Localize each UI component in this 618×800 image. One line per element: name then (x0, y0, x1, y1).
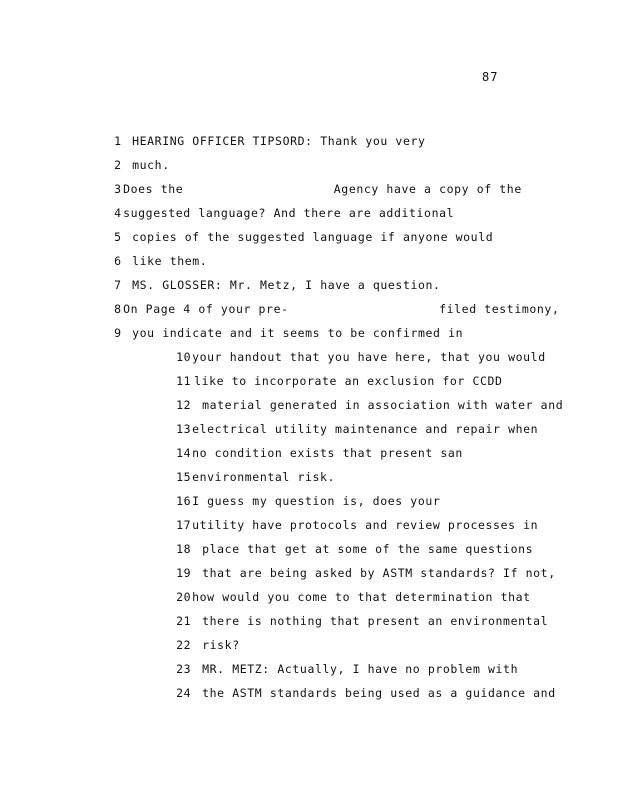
line-number: 4 (114, 206, 122, 220)
line-text: there is nothing that present an environmental (202, 614, 549, 628)
line-number: 7 (114, 278, 122, 292)
line-text: much. (132, 158, 170, 172)
line-number: 15 (176, 470, 192, 484)
line-number: 22 (176, 638, 192, 652)
line-text: Does the Agency have a copy of the (123, 182, 522, 196)
line-text: electrical utility maintenance and repair when (192, 422, 539, 436)
line-number: 6 (114, 254, 122, 268)
line-text: risk? (202, 638, 240, 652)
line-text: how would you come to that determination that (192, 590, 531, 604)
line-number: 23 (176, 662, 192, 676)
line-text: utility have protocols and review processes in (192, 518, 539, 532)
line-text: you indicate and it seems to be confirmed in (132, 326, 464, 340)
line-number: 18 (176, 542, 192, 556)
line-number: 11 (176, 374, 192, 388)
line-number: 19 (176, 566, 192, 580)
line-text: material generated in association with water and (202, 398, 564, 412)
line-number: 10 (176, 350, 192, 364)
line-number: 12 (176, 398, 192, 412)
line-number: 5 (114, 230, 122, 244)
line-number: 3 (114, 182, 122, 196)
line-text: copies of the suggested language if anyone would (132, 230, 494, 244)
line-number: 24 (176, 686, 192, 700)
line-number: 14 (176, 446, 192, 460)
line-text: place that get at some of the same questions (202, 542, 534, 556)
page-number: 87 (482, 70, 499, 84)
line-text: environmental risk. (192, 470, 336, 484)
line-number: 9 (114, 326, 122, 340)
transcript-line-24 (146, 672, 556, 714)
line-number: 13 (176, 422, 192, 436)
line-number: 20 (176, 590, 192, 604)
line-text: that are being asked by ASTM standards? If not, (202, 566, 556, 580)
line-number: 2 (114, 158, 122, 172)
line-text: MR. METZ: Actually, I have no problem with (202, 662, 519, 676)
line-number: 17 (176, 518, 192, 532)
line-number: 21 (176, 614, 192, 628)
line-text: like to incorporate an exclusion for CCDD (194, 374, 503, 388)
line-text: HEARING OFFICER TIPSORD: Thank you very (132, 134, 426, 148)
line-text: suggested language? And there are additional (123, 206, 455, 220)
line-text: On Page 4 of your pre- filed testimony, (123, 302, 560, 316)
line-number: 8 (114, 302, 122, 316)
line-number: 16 (176, 494, 192, 508)
line-number: 1 (114, 134, 122, 148)
line-text: no condition exists that present san (192, 446, 463, 460)
line-text: MS. GLOSSER: Mr. Metz, I have a question. (132, 278, 441, 292)
line-text: your handout that you have here, that you would (192, 350, 546, 364)
line-text: like them. (132, 254, 208, 268)
line-text: I guess my question is, does your (192, 494, 441, 508)
line-text: the ASTM standards being used as a guidance and (202, 686, 556, 700)
